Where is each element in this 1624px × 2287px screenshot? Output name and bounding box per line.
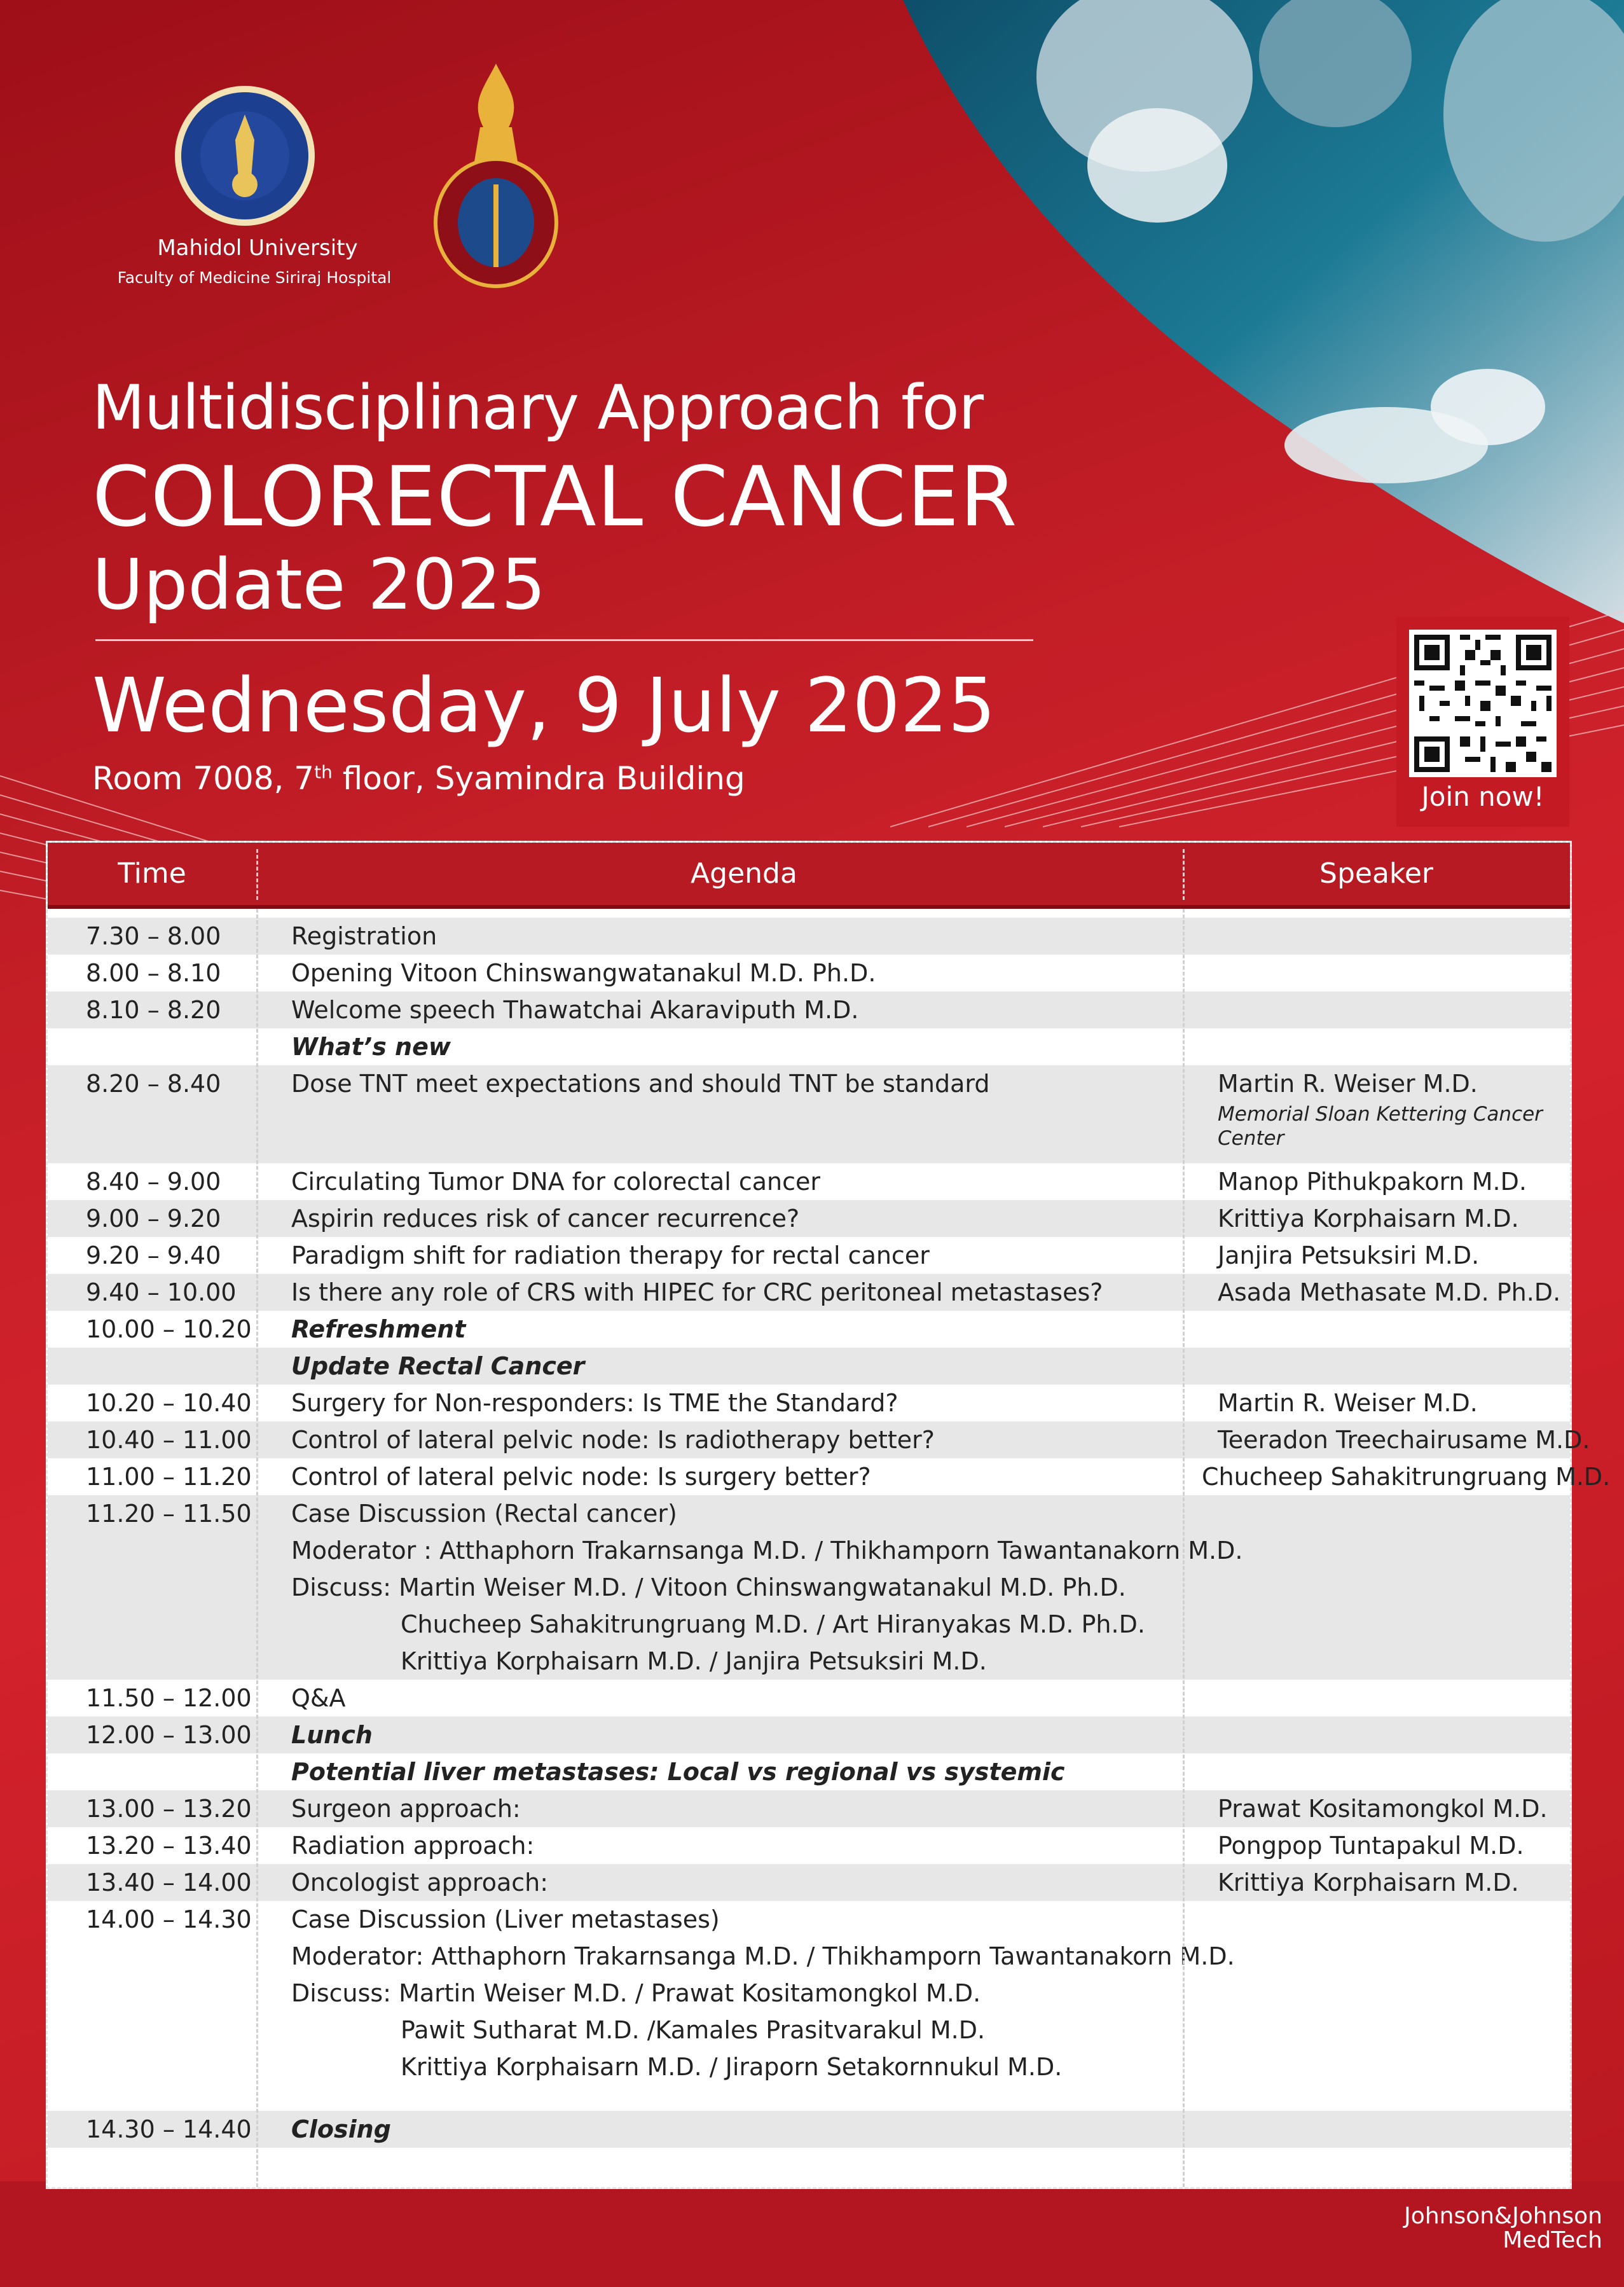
row-speaker <box>1202 1028 1571 1065</box>
row-speaker <box>1202 1421 1590 1458</box>
row-speaker <box>1202 1495 1571 1532</box>
agenda-line: Oncologist approach: <box>291 1869 549 1897</box>
event-date: Wednesday, 9 July 2025 <box>92 661 996 749</box>
agenda-line: Chucheep Sahakitrungruang M.D. / Art Hiranyakas M.D. Ph.D. <box>401 1610 1145 1638</box>
speaker-name <box>1202 1717 1571 1753</box>
row-agenda <box>291 1717 1220 1753</box>
agenda-line: Discuss: Martin Weiser M.D. / Vitoon Chinswangwatanakul M.D. Ph.D. <box>291 1573 1126 1601</box>
row-agenda <box>291 1385 1220 1421</box>
header-time: Time <box>118 857 186 890</box>
speaker-name <box>1202 1901 1571 1938</box>
venue <box>92 760 745 797</box>
table-row <box>48 1200 1570 1237</box>
agenda-line: Surgery for Non-responders: Is TME the Standard? <box>291 1389 898 1417</box>
row-time: 13.40 – 14.00 <box>86 1869 252 1897</box>
speaker-name: Janjira Petsuksiri M.D. <box>1218 1241 1480 1269</box>
join-qr-box[interactable] <box>1396 617 1569 827</box>
row-speaker <box>1202 1385 1571 1421</box>
row-time: 14.00 – 14.30 <box>86 1905 252 1933</box>
table-row <box>48 2111 1570 2148</box>
agenda-line: Control of lateral pelvic node: Is radiotherapy better? <box>291 1426 935 1454</box>
table-row <box>48 955 1570 991</box>
row-speaker <box>1202 918 1571 955</box>
row-agenda <box>291 918 1220 955</box>
qr-code[interactable] <box>1409 630 1557 777</box>
speaker-name <box>1202 918 1571 955</box>
table-row <box>48 1458 1611 1495</box>
row-speaker <box>1202 1680 1571 1717</box>
row-agenda <box>291 1237 1220 1274</box>
brand-logo <box>1304 2204 1602 2253</box>
row-speaker <box>1202 2111 1571 2148</box>
table-row <box>48 918 1570 955</box>
row-agenda <box>291 1901 1235 2085</box>
row-time: 8.40 – 9.00 <box>86 1168 221 1196</box>
row-agenda <box>291 1864 1220 1901</box>
row-agenda <box>291 955 1220 991</box>
row-agenda <box>291 1753 1220 1790</box>
speaker-name: Martin R. Weiser M.D. <box>1218 1070 1478 1098</box>
agenda-line: Circulating Tumor DNA for colorectal cancer <box>291 1168 821 1196</box>
speaker-name <box>1202 2111 1571 2148</box>
row-time: 9.00 – 9.20 <box>86 1205 221 1233</box>
speaker-affiliation: Memorial Sloan Kettering Cancer <box>1218 1103 1543 1126</box>
row-agenda <box>291 1680 1220 1717</box>
speaker-name: Pongpop Tuntapakul M.D. <box>1218 1832 1524 1860</box>
table-row <box>48 1827 1570 1864</box>
speaker-name <box>1202 955 1571 991</box>
rcst-crest-logo <box>413 64 579 293</box>
university-name: Mahidol University <box>157 235 358 261</box>
table-row <box>48 991 1570 1028</box>
row-agenda <box>291 1311 1220 1348</box>
row-time: 10.20 – 10.40 <box>86 1389 252 1417</box>
join-now-label[interactable]: Join now! <box>1421 781 1545 812</box>
table-row <box>48 1065 1570 1163</box>
agenda-line: Q&A <box>291 1684 346 1712</box>
row-speaker <box>1202 1348 1571 1385</box>
speaker-name: Chucheep Sahakitrungruang M.D. <box>1202 1463 1611 1491</box>
row-agenda <box>291 1348 1220 1385</box>
row-agenda <box>291 1458 1220 1495</box>
table-body <box>48 909 1611 2187</box>
row-time: 14.30 – 14.40 <box>86 2115 252 2143</box>
row-time: 12.00 – 13.00 <box>86 1721 252 1749</box>
speaker-name <box>1202 1680 1571 1717</box>
row-time: 13.00 – 13.20 <box>86 1795 252 1823</box>
venue-suffix: floor, Syamindra Building <box>332 760 745 797</box>
agenda-line: Welcome speech Thawatchai Akaraviputh M.D. <box>291 996 859 1024</box>
table-row <box>48 1348 1570 1385</box>
speaker-name: Krittiya Korphaisarn M.D. <box>1218 1205 1519 1233</box>
row-speaker <box>1202 1864 1571 1901</box>
agenda-line: What’s new <box>291 1033 451 1061</box>
speaker-name: Martin R. Weiser M.D. <box>1218 1389 1478 1417</box>
table-row <box>48 1385 1570 1421</box>
speaker-name <box>1202 1495 1571 1532</box>
table-row <box>48 1717 1570 1753</box>
speaker-name: Asada Methasate M.D. Ph.D. <box>1218 1278 1561 1306</box>
agenda-line: Case Discussion (Rectal cancer) <box>291 1500 677 1528</box>
row-agenda <box>291 1495 1243 1680</box>
row-speaker <box>1202 991 1571 1028</box>
agenda-line: Potential liver metastases: Local vs regional vs systemic <box>291 1758 1065 1786</box>
agenda-line: Registration <box>291 922 437 950</box>
column-divider <box>1183 909 1185 2187</box>
mahidol-seal-logo <box>172 83 318 229</box>
row-speaker <box>1202 1274 1571 1311</box>
agenda-line: Case Discussion (Liver metastases) <box>291 1905 720 1933</box>
speaker-name <box>1202 1753 1571 1790</box>
agenda-line: Aspirin reduces risk of cancer recurrence? <box>291 1205 800 1233</box>
table-row <box>48 1753 1570 1790</box>
agenda-line: Closing <box>291 2115 391 2143</box>
row-speaker <box>1202 1753 1571 1790</box>
logos <box>89 64 598 305</box>
venue-ordinal: th <box>314 761 333 783</box>
table-row <box>48 1311 1570 1348</box>
header-speaker: Speaker <box>1319 857 1433 890</box>
speaker-name <box>1202 1028 1571 1065</box>
row-time: 11.50 – 12.00 <box>86 1684 252 1712</box>
agenda-line: Dose TNT meet expectations and should TNT be standard <box>291 1070 990 1098</box>
row-speaker <box>1202 1790 1571 1827</box>
title-line-3: Update 2025 <box>92 544 546 625</box>
agenda-line: Radiation approach: <box>291 1832 535 1860</box>
speaker-name: Manop Pithukpakorn M.D. <box>1218 1168 1527 1196</box>
speaker-name: Krittiya Korphaisarn M.D. <box>1218 1869 1519 1897</box>
row-time: 9.20 – 9.40 <box>86 1241 221 1269</box>
row-agenda <box>291 1421 1220 1458</box>
row-time: 9.40 – 10.00 <box>86 1278 237 1306</box>
speaker-name: Teeradon Treechairusame M.D. <box>1218 1426 1590 1454</box>
row-agenda <box>291 2111 1220 2148</box>
header-agenda: Agenda <box>691 857 797 890</box>
row-speaker <box>1202 1200 1571 1237</box>
row-speaker <box>1202 1901 1571 1938</box>
row-speaker <box>1202 955 1571 991</box>
row-time: 7.30 – 8.00 <box>86 922 221 950</box>
row-time: 11.00 – 11.20 <box>86 1463 252 1491</box>
row-time: 8.20 – 8.40 <box>86 1070 221 1098</box>
speaker-name <box>1202 1311 1571 1348</box>
row-speaker <box>1202 1237 1571 1274</box>
row-speaker <box>1202 1163 1571 1200</box>
brand-line-1: Johnson&Johnson <box>1404 2203 1602 2229</box>
title-divider <box>95 639 1033 641</box>
row-speaker <box>1202 1065 1571 1150</box>
speaker-affiliation: Center <box>1218 1127 1284 1150</box>
agenda-line: Lunch <box>291 1721 373 1749</box>
table-row <box>48 1901 1570 2085</box>
table-row <box>48 1163 1570 1200</box>
venue-prefix: Room 7008, 7 <box>92 760 315 797</box>
qr-code-icon <box>1409 630 1557 777</box>
agenda-line: Discuss: Martin Weiser M.D. / Prawat Kositamongkol M.D. <box>291 1979 981 2007</box>
row-speaker <box>1202 1311 1571 1348</box>
agenda-line: Surgeon approach: <box>291 1795 521 1823</box>
title-line-1: Multidisciplinary Approach for <box>92 372 984 443</box>
row-speaker <box>1202 1717 1571 1753</box>
agenda-line: Paradigm shift for radiation therapy for rectal cancer <box>291 1241 930 1269</box>
row-agenda <box>291 1790 1220 1827</box>
table-row <box>48 1680 1570 1717</box>
table-header <box>48 843 1570 909</box>
agenda-line: Krittiya Korphaisarn M.D. / Janjira Petsuksiri M.D. <box>401 1647 987 1675</box>
row-time: 8.00 – 8.10 <box>86 959 221 987</box>
table-row <box>48 1274 1570 1311</box>
agenda-line: Is there any role of CRS with HIPEC for CRC peritoneal metastases? <box>291 1278 1103 1306</box>
speaker-name <box>1202 1348 1571 1385</box>
row-agenda <box>291 1274 1220 1311</box>
faculty-name: Faculty of Medicine Siriraj Hospital <box>117 268 392 287</box>
agenda-line: Krittiya Korphaisarn M.D. / Jiraporn Setakornnukul M.D. <box>401 2053 1063 2081</box>
row-time: 8.10 – 8.20 <box>86 996 221 1024</box>
agenda-line: Opening Vitoon Chinswangwatanakul M.D. Ph.D. <box>291 959 876 987</box>
table-row <box>48 1790 1570 1827</box>
row-agenda <box>291 1065 1220 1102</box>
row-agenda <box>291 1163 1220 1200</box>
row-time: 10.40 – 11.00 <box>86 1426 252 1454</box>
agenda-line: Refreshment <box>291 1315 466 1343</box>
row-agenda <box>291 1827 1220 1864</box>
table-row <box>48 1864 1570 1901</box>
agenda-line: Update Rectal Cancer <box>291 1352 585 1380</box>
row-time: 11.20 – 11.50 <box>86 1500 252 1528</box>
row-agenda <box>291 991 1220 1028</box>
agenda-table <box>46 841 1611 2189</box>
brand-line-2: MedTech <box>1503 2227 1602 2253</box>
agenda-line: Control of lateral pelvic node: Is surgery better? <box>291 1463 871 1491</box>
row-agenda <box>291 1200 1220 1237</box>
row-agenda <box>291 1028 1220 1065</box>
row-time: 13.20 – 13.40 <box>86 1832 252 1860</box>
row-time: 10.00 – 10.20 <box>86 1315 252 1343</box>
table-row <box>48 1237 1570 1274</box>
row-speaker <box>1202 1827 1571 1864</box>
speaker-name <box>1202 991 1571 1028</box>
table-row <box>48 1495 1570 1680</box>
agenda-line: Moderator: Atthaphorn Trakarnsanga M.D. / Thikhamporn Tawantanakorn M.D. <box>291 1942 1235 1970</box>
speaker-name: Prawat Kositamongkol M.D. <box>1218 1795 1548 1823</box>
agenda-line: Moderator : Atthaphorn Trakarnsanga M.D. / Thikhamporn Tawantanakorn M.D. <box>291 1537 1243 1565</box>
column-divider <box>256 909 258 2187</box>
table-row <box>48 1028 1570 1065</box>
agenda-line: Pawit Sutharat M.D. /Kamales Prasitvarakul M.D. <box>401 2016 986 2044</box>
row-speaker <box>1202 1458 1611 1495</box>
table-row <box>48 1421 1590 1458</box>
title-line-2: COLORECTAL CANCER <box>92 448 1018 545</box>
